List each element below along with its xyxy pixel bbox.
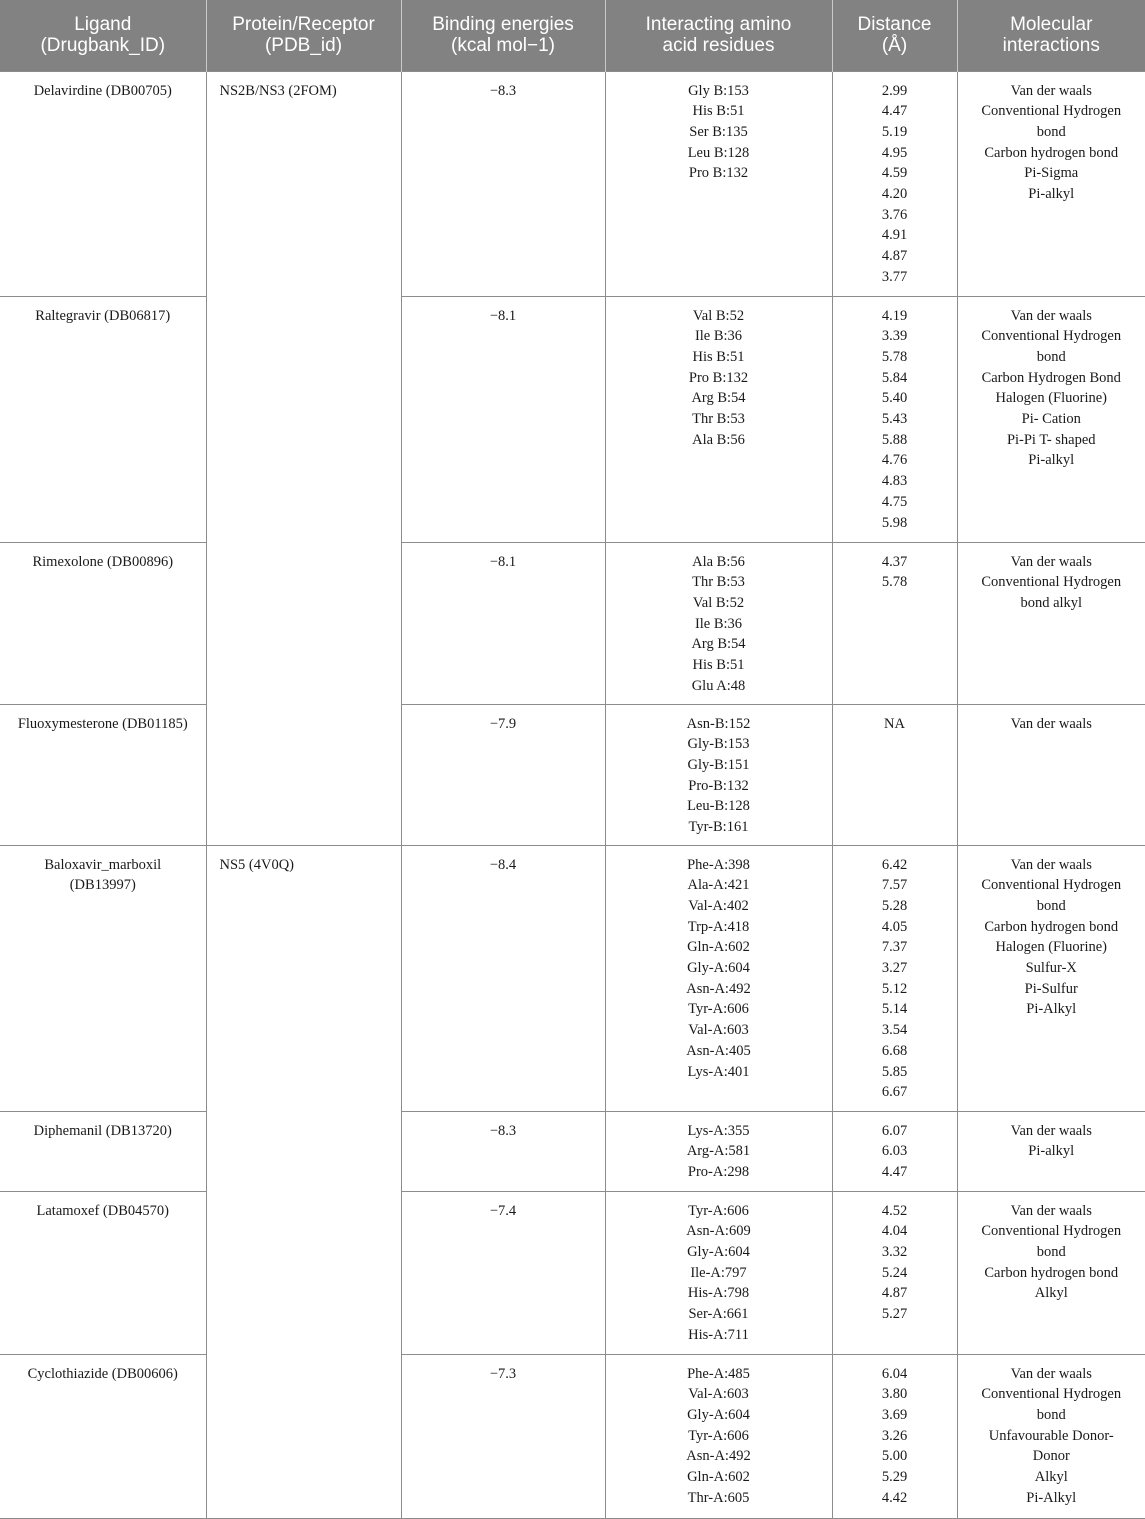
header-text: Molecular [1010, 14, 1093, 36]
distance-cell-line: 3.80 [881, 1386, 908, 1403]
distance-cell [832, 1354, 957, 1518]
distance-cell-line: 4.05 [881, 918, 908, 935]
residues-cell-line: Pro B:132 [688, 165, 749, 182]
distance-cell-line: 3.54 [881, 1022, 908, 1039]
interactions-cell-line: bond [1036, 348, 1066, 365]
distance-cell-line: 5.43 [881, 411, 908, 428]
residues-cell-line: Thr-A:605 [687, 1489, 750, 1506]
interactions-cell-line: bond [1036, 1243, 1066, 1260]
residues-cell-line: Trp-A:418 [687, 918, 750, 935]
distance-cell-line: 4.59 [881, 165, 908, 182]
residues-cell-line: Gly-B:153 [687, 736, 750, 753]
ligand-cell-line: (DB13997) [69, 877, 136, 894]
interactions-cell-line: Van der waals [1010, 1365, 1092, 1382]
distance-cell-line: 5.85 [881, 1063, 908, 1080]
ligand-cell-line: Latamoxef (DB04570) [36, 1202, 169, 1219]
residues-cell [605, 1354, 832, 1518]
interactions-cell [957, 1191, 1145, 1354]
distance-cell [832, 704, 957, 845]
residues-cell-line: Val B:52 [692, 594, 745, 611]
residues-cell-line: Gly B:153 [688, 82, 749, 99]
distance-cell-line: 4.47 [881, 103, 908, 120]
residues-cell-line: His B:51 [692, 103, 745, 120]
residues-cell-line: Ser-A:661 [688, 1306, 749, 1323]
residues-cell-line: Arg B:54 [691, 636, 746, 653]
ligand-cell-line: Diphemanil (DB13720) [33, 1122, 172, 1139]
residues-cell-line: His B:51 [692, 348, 745, 365]
distance-cell-line: 5.40 [881, 390, 908, 407]
interactions-cell-line: bond [1036, 123, 1066, 140]
distance-cell [832, 845, 957, 1111]
interactions-cell-line: Conventional Hydrogen [981, 328, 1122, 345]
residues-cell-line: Val B:52 [692, 307, 745, 324]
distance-cell [832, 296, 957, 542]
residues-cell-line: Tyr-A:606 [688, 1202, 749, 1219]
energy-cell: −7.3 [401, 1354, 605, 1518]
table-row [0, 1354, 1145, 1518]
header-text: interactions [1002, 35, 1100, 57]
residues-header [605, 0, 832, 71]
residues-cell [605, 542, 832, 704]
table-row [0, 296, 1145, 542]
interactions-cell-line: Conventional Hydrogen [981, 1223, 1122, 1240]
protein-cell: NS2B/NS3 (2FOM) [206, 71, 401, 845]
table-row [0, 845, 1145, 1111]
energy-cell: −8.1 [401, 542, 605, 704]
residues-cell-line: Leu-B:128 [687, 798, 750, 815]
residues-cell-line: Val-A:402 [688, 897, 749, 914]
distance-cell-line: 5.88 [881, 431, 908, 448]
distance-cell-line: 5.98 [881, 514, 908, 531]
interactions-cell-line: bond [1036, 1406, 1066, 1423]
distance-cell-line: 3.26 [881, 1427, 908, 1444]
protein-cell: NS5 (4V0Q) [206, 845, 401, 1518]
distance-cell-line: 4.42 [881, 1489, 908, 1506]
energy-cell: −8.1 [401, 296, 605, 542]
distance-header [832, 0, 957, 71]
table-header [0, 0, 1145, 71]
distance-cell-line: 4.37 [881, 553, 908, 570]
interactions-cell [957, 542, 1145, 704]
table-row [0, 1111, 1145, 1191]
interactions-cell-line: Alkyl [1034, 1469, 1068, 1486]
interactions-cell-line: Conventional Hydrogen [981, 103, 1122, 120]
residues-cell-line: Lys-A:401 [687, 1063, 750, 1080]
energy-cell: −8.3 [401, 1111, 605, 1191]
header-text: acid residues [662, 35, 775, 57]
ligand-header [0, 0, 206, 71]
header-text: (kcal mol−1) [451, 35, 555, 57]
distance-cell-line: 5.78 [881, 348, 908, 365]
distance-cell-line: 4.52 [881, 1202, 908, 1219]
residues-cell-line: Lys-A:355 [687, 1122, 750, 1139]
distance-cell-line: 4.19 [881, 307, 908, 324]
ligand-cell [0, 1111, 206, 1191]
distance-cell-line: 2.99 [881, 82, 908, 99]
energy-cell: −7.4 [401, 1191, 605, 1354]
residues-cell [605, 296, 832, 542]
residues-cell-line: Pro B:132 [688, 369, 749, 386]
residues-cell-line: His-A:711 [688, 1326, 749, 1343]
distance-cell-line: 5.28 [881, 897, 908, 914]
ligand-cell-line: Baloxavir_marboxil [44, 856, 162, 873]
distance-cell-line: 4.91 [881, 227, 908, 244]
ligand-cell [0, 296, 206, 542]
residues-cell-line: Arg B:54 [691, 390, 746, 407]
interactions-cell-line: Pi-alkyl [1028, 452, 1075, 469]
residues-cell-line: Val-A:603 [688, 1386, 749, 1403]
residues-cell-line: Phe-A:485 [687, 1365, 750, 1382]
interactions-cell-line: Pi-alkyl [1028, 1143, 1075, 1160]
interactions-cell-line: Pi-alkyl [1028, 186, 1075, 203]
residues-cell-line: Asn-A:405 [686, 1042, 751, 1059]
distance-cell-line: 5.84 [881, 369, 908, 386]
ligand-cell [0, 542, 206, 704]
distance-cell [832, 542, 957, 704]
header-text: Protein/Receptor [232, 14, 375, 36]
header-text: Ligand [74, 14, 132, 36]
residues-cell-line: Gln-A:602 [687, 939, 750, 956]
ligand-cell [0, 704, 206, 845]
residues-cell-line: Gly-A:604 [687, 1406, 750, 1423]
distance-cell-line: 7.37 [881, 939, 908, 956]
distance-cell-line: 3.27 [881, 960, 908, 977]
interactions-cell-line: Pi-Alkyl [1026, 1489, 1077, 1506]
ligand-cell-line: Delavirdine (DB00705) [33, 82, 172, 99]
residues-cell-line: Tyr-B:161 [688, 819, 749, 836]
interactions-cell-line: Van der waals [1010, 715, 1092, 732]
ligand-cell [0, 1354, 206, 1518]
interactions-cell-line: Van der waals [1010, 1122, 1092, 1139]
table-row [0, 542, 1145, 704]
residues-cell-line: Leu B:128 [687, 144, 750, 161]
distance-cell-line: NA [884, 715, 905, 732]
residues-cell-line: Ile B:36 [694, 328, 743, 345]
header-text: (PDB_id) [264, 35, 343, 57]
distance-cell-line: 5.24 [881, 1264, 908, 1281]
energy-cell: −8.4 [401, 845, 605, 1111]
residues-cell-line: His B:51 [692, 657, 745, 674]
distance-cell [832, 1111, 957, 1191]
interactions-cell-line: Van der waals [1010, 1202, 1092, 1219]
residues-cell-line: Ile-A:797 [690, 1264, 747, 1281]
header-text: Interacting amino [645, 14, 792, 36]
residues-cell-line: Gly-A:604 [687, 960, 750, 977]
distance-cell-line: 6.03 [881, 1143, 908, 1160]
distance-cell-line: 3.77 [881, 268, 908, 285]
protein-header [206, 0, 401, 71]
interactions-cell-line: Van der waals [1010, 307, 1092, 324]
residues-cell [605, 845, 832, 1111]
interactions-cell-line: Pi-Sigma [1024, 165, 1079, 182]
table-row [0, 704, 1145, 845]
energy-cell: −7.9 [401, 704, 605, 845]
residues-cell-line: Phe-A:398 [687, 856, 750, 873]
distance-cell-line: 5.12 [881, 980, 908, 997]
interactions-cell [957, 296, 1145, 542]
interactions-cell-line: Halogen (Fluorine) [995, 390, 1108, 407]
distance-cell-line: 4.47 [881, 1163, 908, 1180]
distance-cell-line: 6.42 [881, 856, 908, 873]
distance-cell-line: 6.67 [881, 1084, 908, 1101]
distance-cell-line: 3.69 [881, 1406, 908, 1423]
residues-cell-line: Tyr-A:606 [688, 1427, 749, 1444]
residues-cell-line: Glu A:48 [691, 677, 746, 694]
interactions-cell-line: Carbon hydrogen bond [984, 1264, 1119, 1281]
distance-cell-line: 4.20 [881, 186, 908, 203]
residues-cell-line: Asn-A:609 [686, 1223, 751, 1240]
interactions-cell [957, 1354, 1145, 1518]
residues-cell-line: Gln-A:602 [687, 1469, 750, 1486]
distance-cell-line: 4.76 [881, 452, 908, 469]
interactions-cell [957, 845, 1145, 1111]
distance-cell-line: 5.27 [881, 1306, 908, 1323]
distance-cell-line: 6.04 [881, 1365, 908, 1382]
table-body [0, 71, 1145, 1518]
ligand-cell-line: Fluoxymesterone (DB01185) [17, 715, 188, 732]
distance-cell-line: 7.57 [881, 877, 908, 894]
interactions-cell-line: Carbon Hydrogen Bond [981, 369, 1121, 386]
interactions-cell [957, 1111, 1145, 1191]
table-row [0, 1191, 1145, 1354]
interactions-cell-line: Carbon hydrogen bond [984, 144, 1119, 161]
residues-cell-line: Ala B:56 [692, 431, 745, 448]
distance-cell-line: 5.29 [881, 1469, 908, 1486]
residues-cell-line: Ser B:135 [689, 123, 748, 140]
residues-cell [605, 71, 832, 296]
interactions-cell-line: Van der waals [1010, 856, 1092, 873]
residues-cell [605, 1191, 832, 1354]
distance-cell-line: 4.95 [881, 144, 908, 161]
interactions-cell-line: Carbon hydrogen bond [984, 918, 1119, 935]
residues-cell [605, 1111, 832, 1191]
distance-cell-line: 5.14 [881, 1001, 908, 1018]
interactions-cell [957, 71, 1145, 296]
distance-cell-line: 4.04 [881, 1223, 908, 1240]
header-text: (Å) [881, 35, 908, 57]
interactions-cell-line: Donor [1032, 1448, 1070, 1465]
residues-cell [605, 704, 832, 845]
distance-cell-line: 3.39 [881, 328, 908, 345]
interactions-cell-line: bond alkyl [1020, 594, 1083, 611]
distance-cell-line: 4.87 [881, 248, 908, 265]
interactions-cell-line: bond [1036, 897, 1066, 914]
energy-cell: −8.3 [401, 71, 605, 296]
ligand-cell-line: Rimexolone (DB00896) [32, 553, 174, 570]
energy-header [401, 0, 605, 71]
distance-cell-line: 5.00 [881, 1448, 908, 1465]
distance-cell-line: 3.76 [881, 206, 908, 223]
interactions-cell-line: Pi-Alkyl [1026, 1001, 1077, 1018]
header-row [0, 0, 1145, 71]
table-row [0, 71, 1145, 296]
distance-cell [832, 1191, 957, 1354]
distance-cell [832, 71, 957, 296]
interactions-cell-line: Conventional Hydrogen [981, 574, 1122, 591]
interactions-cell-line: Unfavourable Donor- [988, 1427, 1114, 1444]
distance-cell-line: 3.32 [881, 1243, 908, 1260]
residues-cell-line: Gly-B:151 [687, 756, 750, 773]
interactions-cell-line: Van der waals [1010, 553, 1092, 570]
interactions-cell-line: Van der waals [1010, 82, 1092, 99]
header-text: Distance [857, 14, 932, 36]
residues-cell-line: Tyr-A:606 [688, 1001, 749, 1018]
ligand-cell [0, 71, 206, 296]
residues-cell-line: Ile B:36 [694, 615, 743, 632]
residues-cell-line: Pro-B:132 [688, 777, 749, 794]
interactions-cell-line: Pi-Pi T- shaped [1006, 431, 1096, 448]
residues-cell-line: Gly-A:604 [687, 1243, 750, 1260]
residues-cell-line: Ala B:56 [692, 553, 745, 570]
residues-cell-line: Asn-B:152 [686, 715, 751, 732]
distance-cell-line: 4.87 [881, 1285, 908, 1302]
residues-cell-line: Asn-A:492 [686, 1448, 751, 1465]
interactions-cell-line: Halogen (Fluorine) [995, 939, 1108, 956]
interactions-cell-line: Pi-Sulfur [1024, 980, 1078, 997]
residues-cell-line: Arg-A:581 [686, 1143, 751, 1160]
ligand-cell-line: Cyclothiazide (DB00606) [27, 1365, 178, 1382]
ligand-cell [0, 845, 206, 1111]
distance-cell-line: 4.75 [881, 493, 908, 510]
interactions-cell-line: Conventional Hydrogen [981, 877, 1122, 894]
ligand-cell [0, 1191, 206, 1354]
residues-cell-line: Val-A:603 [688, 1022, 749, 1039]
header-text: Binding energies [432, 14, 574, 36]
interactions-cell-line: Pi- Cation [1021, 411, 1081, 428]
residues-cell-line: Thr B:53 [692, 411, 745, 428]
header-text: (Drugbank_ID) [40, 35, 166, 57]
residues-cell-line: His-A:798 [687, 1285, 750, 1302]
residues-cell-line: Thr B:53 [692, 574, 745, 591]
interactions-cell-line: Alkyl [1034, 1285, 1068, 1302]
interactions-cell [957, 704, 1145, 845]
interactions-cell-line: Conventional Hydrogen [981, 1386, 1122, 1403]
distance-cell-line: 6.07 [881, 1122, 908, 1139]
interactions-cell-line: Sulfur-X [1025, 960, 1077, 977]
residues-cell-line: Ala-A:421 [687, 877, 750, 894]
distance-cell-line: 4.83 [881, 473, 908, 490]
distance-cell-line: 5.19 [881, 123, 908, 140]
residues-cell-line: Pro-A:298 [687, 1163, 750, 1180]
ligand-cell-line: Raltegravir (DB06817) [35, 307, 171, 324]
interactions-header [957, 0, 1145, 71]
distance-cell-line: 6.68 [881, 1042, 908, 1059]
residues-cell-line: Asn-A:492 [686, 980, 751, 997]
distance-cell-line: 5.78 [881, 574, 908, 591]
